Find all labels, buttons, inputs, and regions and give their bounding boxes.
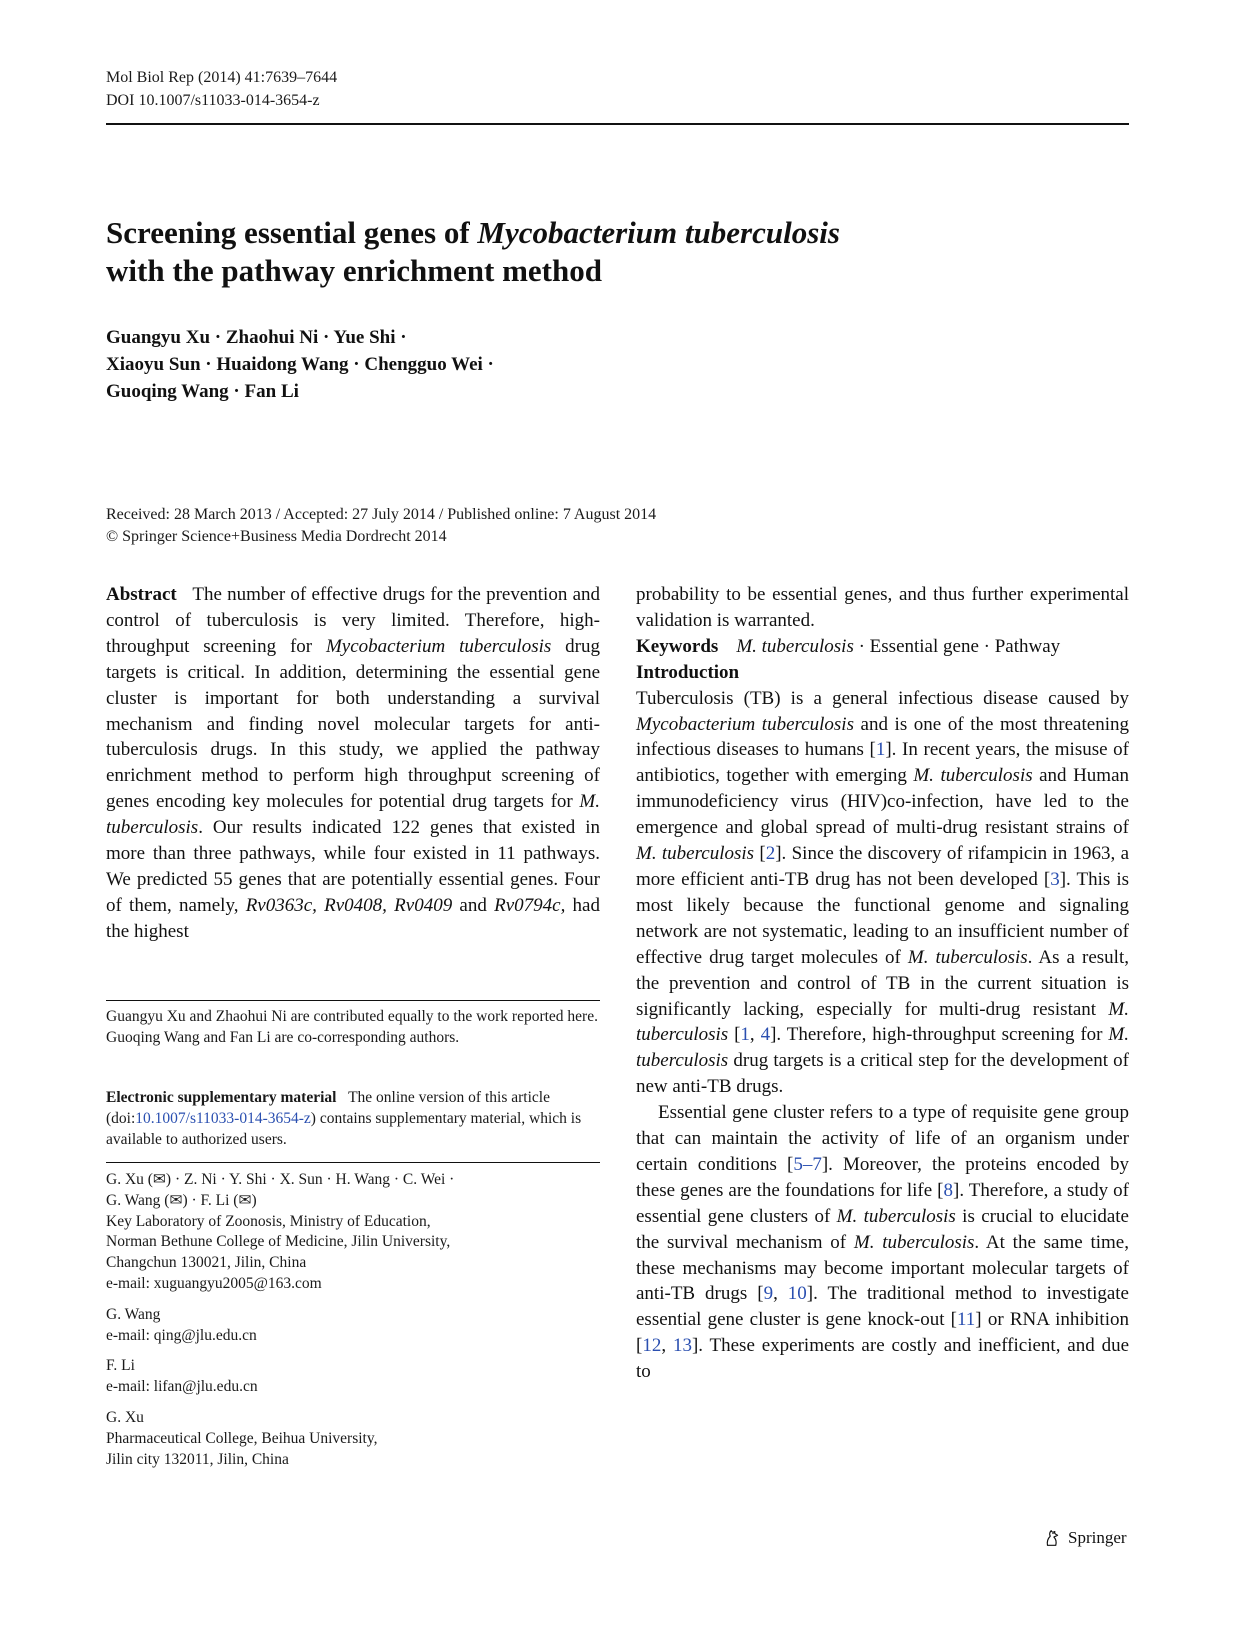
citation-link[interactable]: 3 bbox=[1050, 868, 1060, 890]
affiliation-line: Key Laboratory of Zoonosis, Ministry of Education, bbox=[106, 1212, 431, 1230]
citation-link[interactable]: 2 bbox=[765, 843, 776, 865]
abstract-text bbox=[106, 582, 600, 945]
affiliation-email[interactable]: e-mail: lifan@jlu.edu.cn bbox=[106, 1378, 258, 1396]
affiliation-line: Pharmaceutical College, Beihua University, bbox=[106, 1429, 378, 1447]
abstract-italic: Rv0794c, bbox=[494, 894, 566, 916]
author-list bbox=[106, 324, 806, 405]
abstract-part: The number of effective drugs for the prevention and control of tuberculosis is very limited. Therefore, high-throughput screening for bbox=[106, 584, 600, 657]
abstract-italic: Rv0363c, Rv0408, Rv0409 bbox=[245, 894, 453, 916]
journal-header bbox=[106, 66, 337, 112]
footnote-esm bbox=[106, 1088, 600, 1150]
keyword: Essential gene bbox=[869, 635, 979, 657]
abstract-part: had the highest bbox=[106, 894, 600, 942]
abstract-continuation bbox=[636, 582, 1129, 634]
abstract-label: Abstract bbox=[106, 584, 177, 605]
intro-paragraph-1: Tuberculosis (TB) is a general infectious disease caused by Mycobacterium tuberculosis and is one of the most threatening infectious diseases to humans [1]. In recent years, the misuse of antibiotics, together with emerging M. tuberculosis and Human immunodeficiency virus (HIV)co-infection, have led to the emergence and global spread of multi-drug resistant strains of M. tuberculosis [2]. Since the discovery of rifampicin in 1963, a more efficient anti-TB drug has not been developed [3]. This is most likely because the functional genome and signaling network are not systematic, leading to an insufficient number of effective drug target molecules of M. tuberculosis. As a result, the prevention and control of TB in the current situation is significantly lacking, especially for multi-drug resistant M. tuberculosis [1, 4]. Therefore, high-throughput screening for M. tuberculosis drug targets is a critical step for the development of new anti-TB drugs. bbox=[636, 687, 1129, 1098]
keyword-separator: · bbox=[978, 635, 995, 657]
abstract-part: and bbox=[452, 894, 495, 916]
citation-link[interactable]: 1 bbox=[875, 739, 886, 761]
abstract-part: drug targets is critical. In addition, determining the essential gene cluster is important for both understanding a survival mechanism and finding novel molecular targets for anti-tuberculosis drugs. In this study, we applied the pathway enrichment method to perform high throughput screening of genes encoding key molecules for potential drug targets for bbox=[106, 635, 600, 813]
title-species: Mycobacterium tuberculosis bbox=[477, 215, 840, 250]
abstract-section bbox=[106, 582, 600, 945]
citation-link[interactable]: 9 bbox=[763, 1283, 774, 1305]
citation-link[interactable]: 12 bbox=[642, 1335, 662, 1357]
esm-label: Electronic supplementary material bbox=[106, 1089, 337, 1106]
keyword: Pathway bbox=[994, 635, 1061, 657]
authors-line2: Xiaoyu Sun · Huaidong Wang · Chengguo Wei · bbox=[106, 354, 494, 375]
citation-link[interactable]: 13 bbox=[672, 1335, 692, 1357]
doi-line: DOI 10.1007/s11033-014-3654-z bbox=[106, 92, 320, 109]
affiliation-line: G. Wang (✉) · F. Li (✉) bbox=[106, 1191, 257, 1209]
affiliation-email[interactable]: e-mail: qing@jlu.edu.cn bbox=[106, 1326, 257, 1344]
article-title bbox=[106, 214, 1106, 290]
journal-citation: Mol Biol Rep (2014) 41:7639–7644 bbox=[106, 69, 338, 86]
springer-horse-icon bbox=[1042, 1527, 1064, 1549]
copyright-line: © Springer Science+Business Media Dordrecht 2014 bbox=[106, 528, 447, 545]
esm-text: ) contains supplementary material, which is available to authorized users. bbox=[106, 1109, 582, 1148]
right-column bbox=[636, 582, 1129, 1385]
affiliation-line: Changchun 130021, Jilin, China bbox=[106, 1254, 307, 1272]
keywords bbox=[636, 634, 1129, 660]
citation-link[interactable]: 1 bbox=[740, 1024, 750, 1046]
intro-paragraph-2: Essential gene cluster refers to a type of requisite gene group that can maintain the activity of life of an organism under certain conditions [5–7]. Moreover, the proteins encoded by these genes are the foundations for life [8]. Therefore, a study of essential gene clusters of M. tuberculosis is crucial to elucidate the survival mechanism of M. tuberculosis. At the same time, these mechanisms may become important molecular targets of anti-TB drugs [9, 10]. The traditional method to investigate essential gene cluster is gene knock-out [11] or RNA inhibition [12, 13]. These experiments are costly and inefficient, and due to bbox=[636, 1102, 1130, 1383]
abstract-part: probability to be essential genes, and thus further experimental validation is warranted. bbox=[636, 584, 1129, 631]
affiliation-line: G. Wang bbox=[106, 1305, 161, 1323]
publisher-name: Springer bbox=[1068, 1528, 1127, 1547]
history-line: Received: 28 March 2013 / Accepted: 27 July 2014 / Published online: 7 August 2014 bbox=[106, 506, 657, 523]
affiliation-email[interactable]: e-mail: xuguangyu2005@163.com bbox=[106, 1274, 322, 1292]
footnote-rule bbox=[106, 1000, 600, 1001]
affiliation-rule bbox=[106, 1162, 600, 1163]
citation-link[interactable]: 5–7 bbox=[793, 1153, 822, 1175]
publisher-logo bbox=[1042, 1527, 1127, 1549]
esm-doi-link[interactable]: 10.1007/s11033-014-3654-z bbox=[135, 1109, 311, 1127]
affiliation-line: Jilin city 132011, Jilin, China bbox=[106, 1450, 289, 1468]
citation-link[interactable]: 11 bbox=[957, 1309, 976, 1331]
keyword: M. tuberculosis bbox=[736, 635, 854, 657]
abstract-italic: M. tuberculosis bbox=[106, 791, 600, 839]
citation-link[interactable]: 4 bbox=[760, 1024, 771, 1046]
authors-line1: Guangyu Xu · Zhaohui Ni · Yue Shi · bbox=[106, 327, 407, 348]
keyword-separator: · bbox=[853, 635, 870, 657]
authors-line3: Guoqing Wang · Fan Li bbox=[106, 381, 299, 402]
affiliation-line: Norman Bethune College of Medicine, Jilin University, bbox=[106, 1233, 451, 1251]
affiliation-line: F. Li bbox=[106, 1357, 135, 1375]
citation-link[interactable]: 10 bbox=[787, 1283, 807, 1305]
section-heading-introduction: Introduction bbox=[636, 661, 740, 683]
affiliation-line: G. Xu (✉) · Z. Ni · Y. Shi · X. Sun · H. Wang · C. Wei · bbox=[106, 1171, 455, 1188]
footnote-text: Guangyu Xu and Zhaohui Ni are contributed equally to the work reported here. Guoqing Wang and Fan Li are co-corresponding authors. bbox=[106, 1008, 598, 1046]
affiliations bbox=[106, 1170, 600, 1470]
title-line1: Screening essential genes of bbox=[106, 215, 478, 250]
keywords-label: Keywords bbox=[636, 635, 719, 657]
affiliation-line: G. Xu bbox=[106, 1408, 144, 1426]
abstract-italic: Mycobacterium tuberculosis bbox=[325, 635, 552, 657]
abstract-part: . Our results indicated 122 genes that existed in more than three pathways, while four existed in 11 pathways. We predicted 55 genes that are potentially essential genes. Four of them, namely, bbox=[106, 817, 600, 916]
esm-text: The online version of this article (doi: bbox=[106, 1089, 550, 1127]
title-line2: with the pathway enrichment method bbox=[106, 253, 602, 288]
citation-link[interactable]: 8 bbox=[943, 1179, 954, 1201]
footnote-equal-contribution bbox=[106, 1007, 600, 1049]
header-rule bbox=[106, 123, 1129, 125]
publication-history bbox=[106, 504, 1006, 548]
